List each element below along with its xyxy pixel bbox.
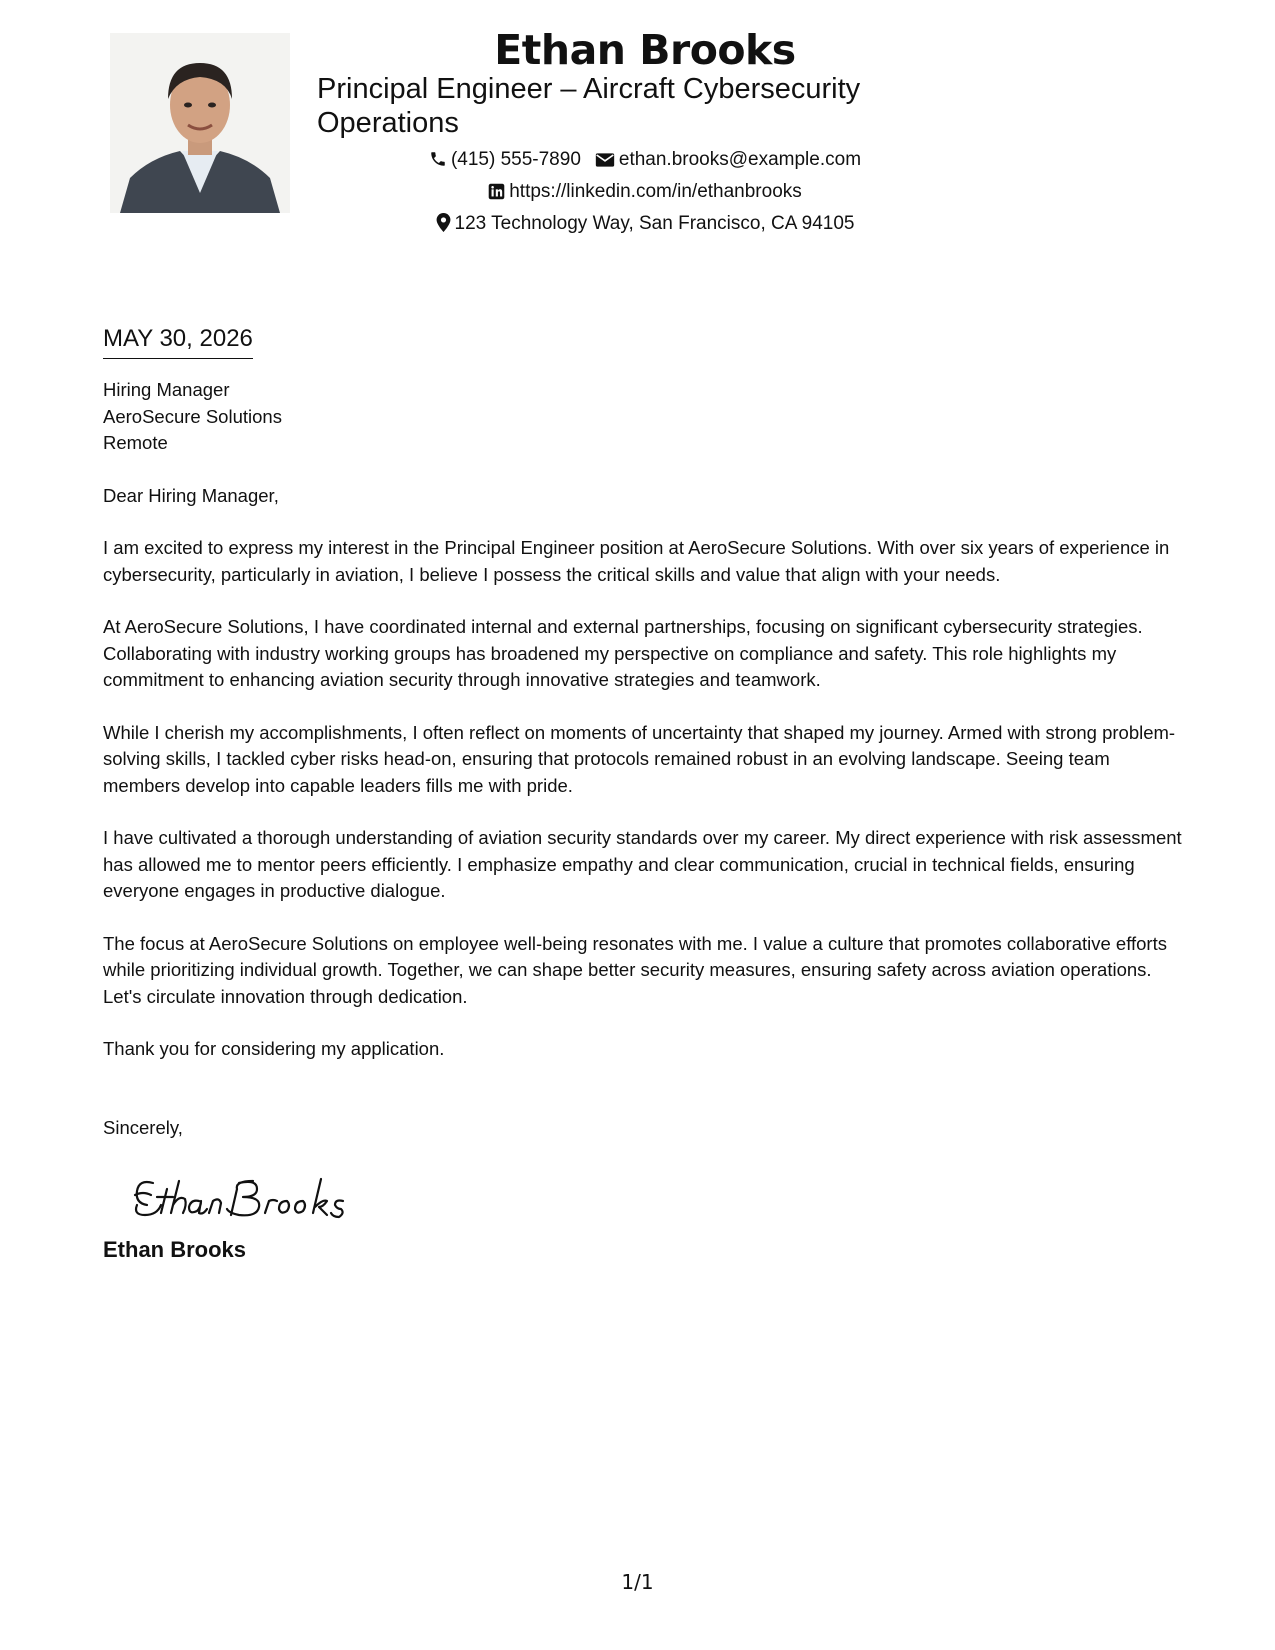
body-paragraph-2: At AeroSecure Solutions, I have coordinated internal and external partnerships, focusing on significant cybersecurity strategies. Collaborating with industry working groups has broadened my perspective on compliance and safety. This role highlights my commitment to enhancing aviation security through innovative strategies and teamwork. [103,616,1143,690]
linkedin-link[interactable]: https://linkedin.com/in/ethanbrooks [509,181,802,202]
recipient-block [103,377,1183,457]
body-paragraph-5: The focus at AeroSecure Solutions on employee well-being resonates with me. I value a culture that promotes collaborative efforts while prioritizing individual growth. Together, we can shape better security measures, ensuring safety across aviation operations. Let's circulate innovation through dedication. [103,932,1167,1007]
linkedin-icon [488,183,505,207]
applicant-name: Ethan Brooks [494,26,796,74]
email-link[interactable]: ethan.brooks@example.com [618,149,862,170]
envelope-icon [595,151,615,175]
salutation: Dear Hiring Manager, [103,484,279,506]
letter-date: MAY 30, 2026 [103,322,253,359]
contact-row-linkedin [300,180,990,207]
signer-name: Ethan Brooks [103,1237,247,1262]
recipient-company: AeroSecure Solutions [103,405,282,427]
page-number: 1/1 [621,1570,654,1594]
body-paragraph-4: I have cultivated a thorough understanding of aviation security standards over my career. My direct experience with risk assessment has allowed me to mentor peers efficiently. I emphasize empathy and clear communication, crucial in technical fields, ensuring everyone engages in productive dialogue. [103,827,1182,901]
closing: Sincerely, [103,1116,183,1138]
recipient-location: Remote [103,432,168,453]
phone-icon [429,150,447,175]
contact-row-phone-email [300,148,990,175]
map-pin-icon [436,213,451,239]
letter-body [103,322,1183,1265]
phone-number[interactable]: (415) 555-7890 [450,149,581,170]
address-text: 123 Technology Way, San Francisco, CA 94105 [454,213,855,234]
applicant-title: Principal Engineer – Aircraft Cybersecurity Operations [317,73,861,139]
profile-photo [110,33,290,213]
body-paragraph-1: I am excited to express my interest in the Principal Engineer position at AeroSecure Solutions. With over six years of experience in cybersecurity, particularly in aviation, I believe I possess the critical skills and value that align with your needs. [103,537,1170,585]
contact-row-address [300,212,990,239]
body-paragraph-3: While I cherish my accomplishments, I often reflect on moments of uncertainty that shaped my journey. Armed with strong problem-solving skills, I tackled cyber risks head-on, ensuring that protocols remained robust in an evolving landscape. Seeing team members develop into capable leaders fills me with pride. [103,721,1176,796]
handwritten-signature [127,1169,1183,1225]
closing-thanks: Thank you for considering my application. [103,1038,445,1059]
recipient-name: Hiring Manager [103,379,230,400]
